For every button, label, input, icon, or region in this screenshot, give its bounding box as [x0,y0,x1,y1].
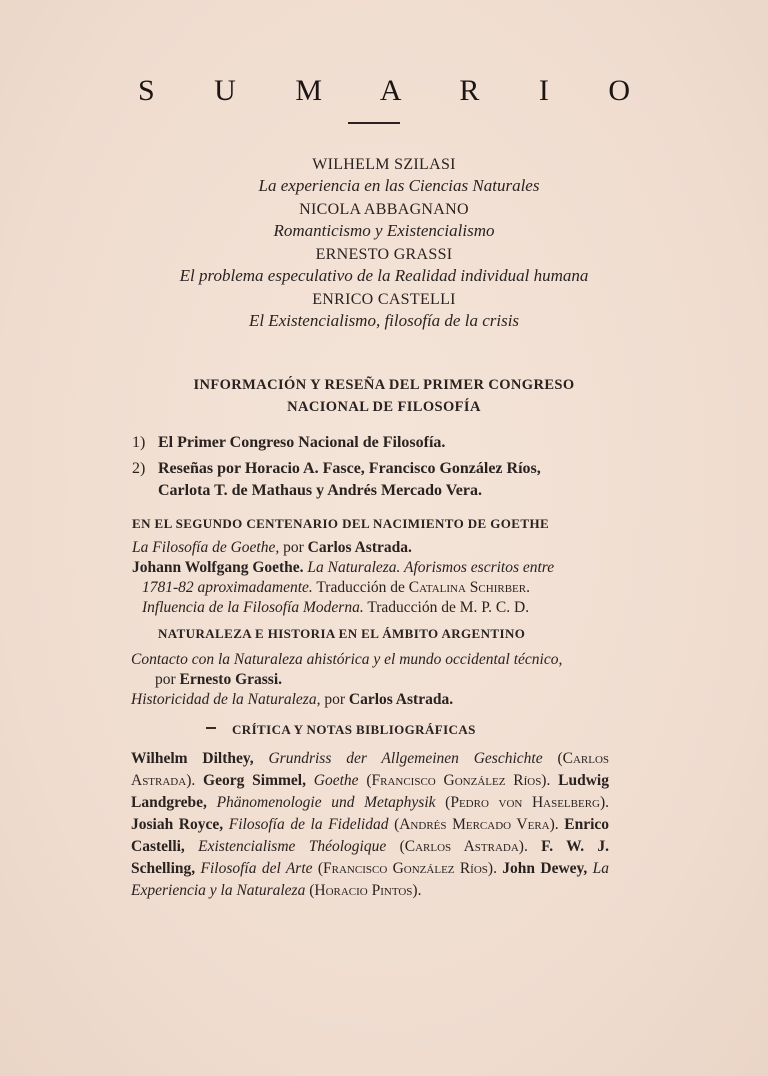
naturaleza-heading: NATURALEZA E HISTORIA EN EL ÁMBITO ARGENTINO [158,626,526,641]
work-title: Filosofía del Arte [200,860,313,877]
reviewer-name: (Carlos Astrada). [399,838,528,855]
critica-heading: CRÍTICA Y NOTAS BIBLIOGRÁFICAS [232,722,476,737]
goethe-line [132,558,612,578]
list-item [132,458,612,480]
author-name: Ernesto Grassi. [179,671,283,688]
work-title: Influencia de la Filosofía Moderna. [142,599,364,616]
goethe-line [132,538,612,558]
work-title: La Naturaleza. Aforismos escritos entre [307,559,555,576]
work-title: Filosofía de la Fidelidad [228,816,389,833]
article-author: ERNESTO GRASSI [315,246,453,263]
reviewer-name: (Horacio Pintos). [309,882,422,899]
dash-mark [206,727,216,729]
naturaleza-line [131,690,613,710]
article-title: Romanticismo y Existencialismo [273,221,495,240]
work-title: La Filosofía de Goethe, [132,539,280,556]
translation-text: Traducción de [316,579,405,596]
author-name: Ludwig Landgrebe, [131,772,609,811]
article-title: La experiencia en las Ciencias Naturales [258,176,540,195]
author-name: Carlos Astrada. [307,539,412,556]
article-author: ENRICO CASTELLI [312,291,456,308]
translator-name: Catalina Schirber. [408,579,530,596]
work-title: Phänomenologie und Metaphysik [216,794,436,811]
author-name: F. W. J. Schelling, [131,838,610,877]
naturaleza-line [131,650,613,670]
author-name: John Dewey, [502,860,588,877]
work-title: Existencialisme Théologique [198,838,387,855]
goethe-line [132,598,612,618]
goethe-section [132,538,612,618]
author-name: Enrico Castelli, [131,816,610,855]
work-title: Grundriss der Allgemeinen Geschichte [268,750,543,767]
por-text: por [283,539,304,556]
author-name: Georg Simmel, [203,772,306,789]
author-name: Wilhelm Dilthey, [131,750,254,767]
article-title: El problema especulativo de la Realidad individual humana [179,266,589,285]
work-title: 1781-82 aproximadamente. [142,579,313,596]
reviewer-name: (Francisco González Ríos). [317,860,497,877]
author-name: Johann Wolfgang Goethe. [132,559,304,576]
item-number: 1) [132,434,146,451]
congreso-heading-line: INFORMACIÓN Y RESEÑA DEL PRIMER CONGRESO [193,377,575,393]
article-author: WILHELM SZILASI [312,156,456,173]
list-item [132,432,612,454]
work-title: Contacto con la Naturaleza ahistórica y el mundo occidental técnico, [131,651,563,668]
item-text-continued: Carlota T. de Mathaus y Andrés Mercado Vera. [158,482,482,499]
article-author: NICOLA ABBAGNANO [299,201,469,218]
work-title: Historicidad de la Naturaleza, [131,691,321,708]
por-text: por [324,691,345,708]
item-number: 2) [132,460,146,477]
reviewer-name: (Andrés Mercado Vera). [394,816,559,833]
work-title: La Experiencia y la Naturaleza [131,860,610,899]
goethe-heading: EN EL SEGUNDO CENTENARIO DEL NACIMIENTO DE GOETHE [132,516,550,531]
reviewer-name: (Francisco González Ríos). [366,772,551,789]
congreso-heading-line: NACIONAL DE FILOSOFÍA [287,399,481,415]
goethe-line [132,578,612,598]
translation-text: Traducción de M. P. C. D. [367,599,530,616]
reviewer-name: (Carlos Astrada). [131,750,610,789]
articles-list [0,155,768,335]
item-text: El Primer Congreso Nacional de Filosofía. [158,434,446,451]
reviewer-name: (Pedro von Haselberg). [445,794,610,811]
naturaleza-section [131,650,613,710]
page-title: S U M A R I O [137,74,657,107]
work-title: Goethe [313,772,359,789]
congreso-heading [0,374,768,418]
por-text: por [155,671,176,688]
item-text: Reseñas por Horacio A. Fasce, Francisco González Ríos, [158,460,541,477]
author-name: Carlos Astrada. [348,691,454,708]
naturaleza-line [131,670,613,690]
congreso-list [132,432,612,502]
bibliography-paragraph [131,748,609,902]
article-title: El Existencialismo, filosofía de la crisis [248,311,520,330]
title-rule [348,122,400,124]
author-name: Josiah Royce, [131,816,224,833]
